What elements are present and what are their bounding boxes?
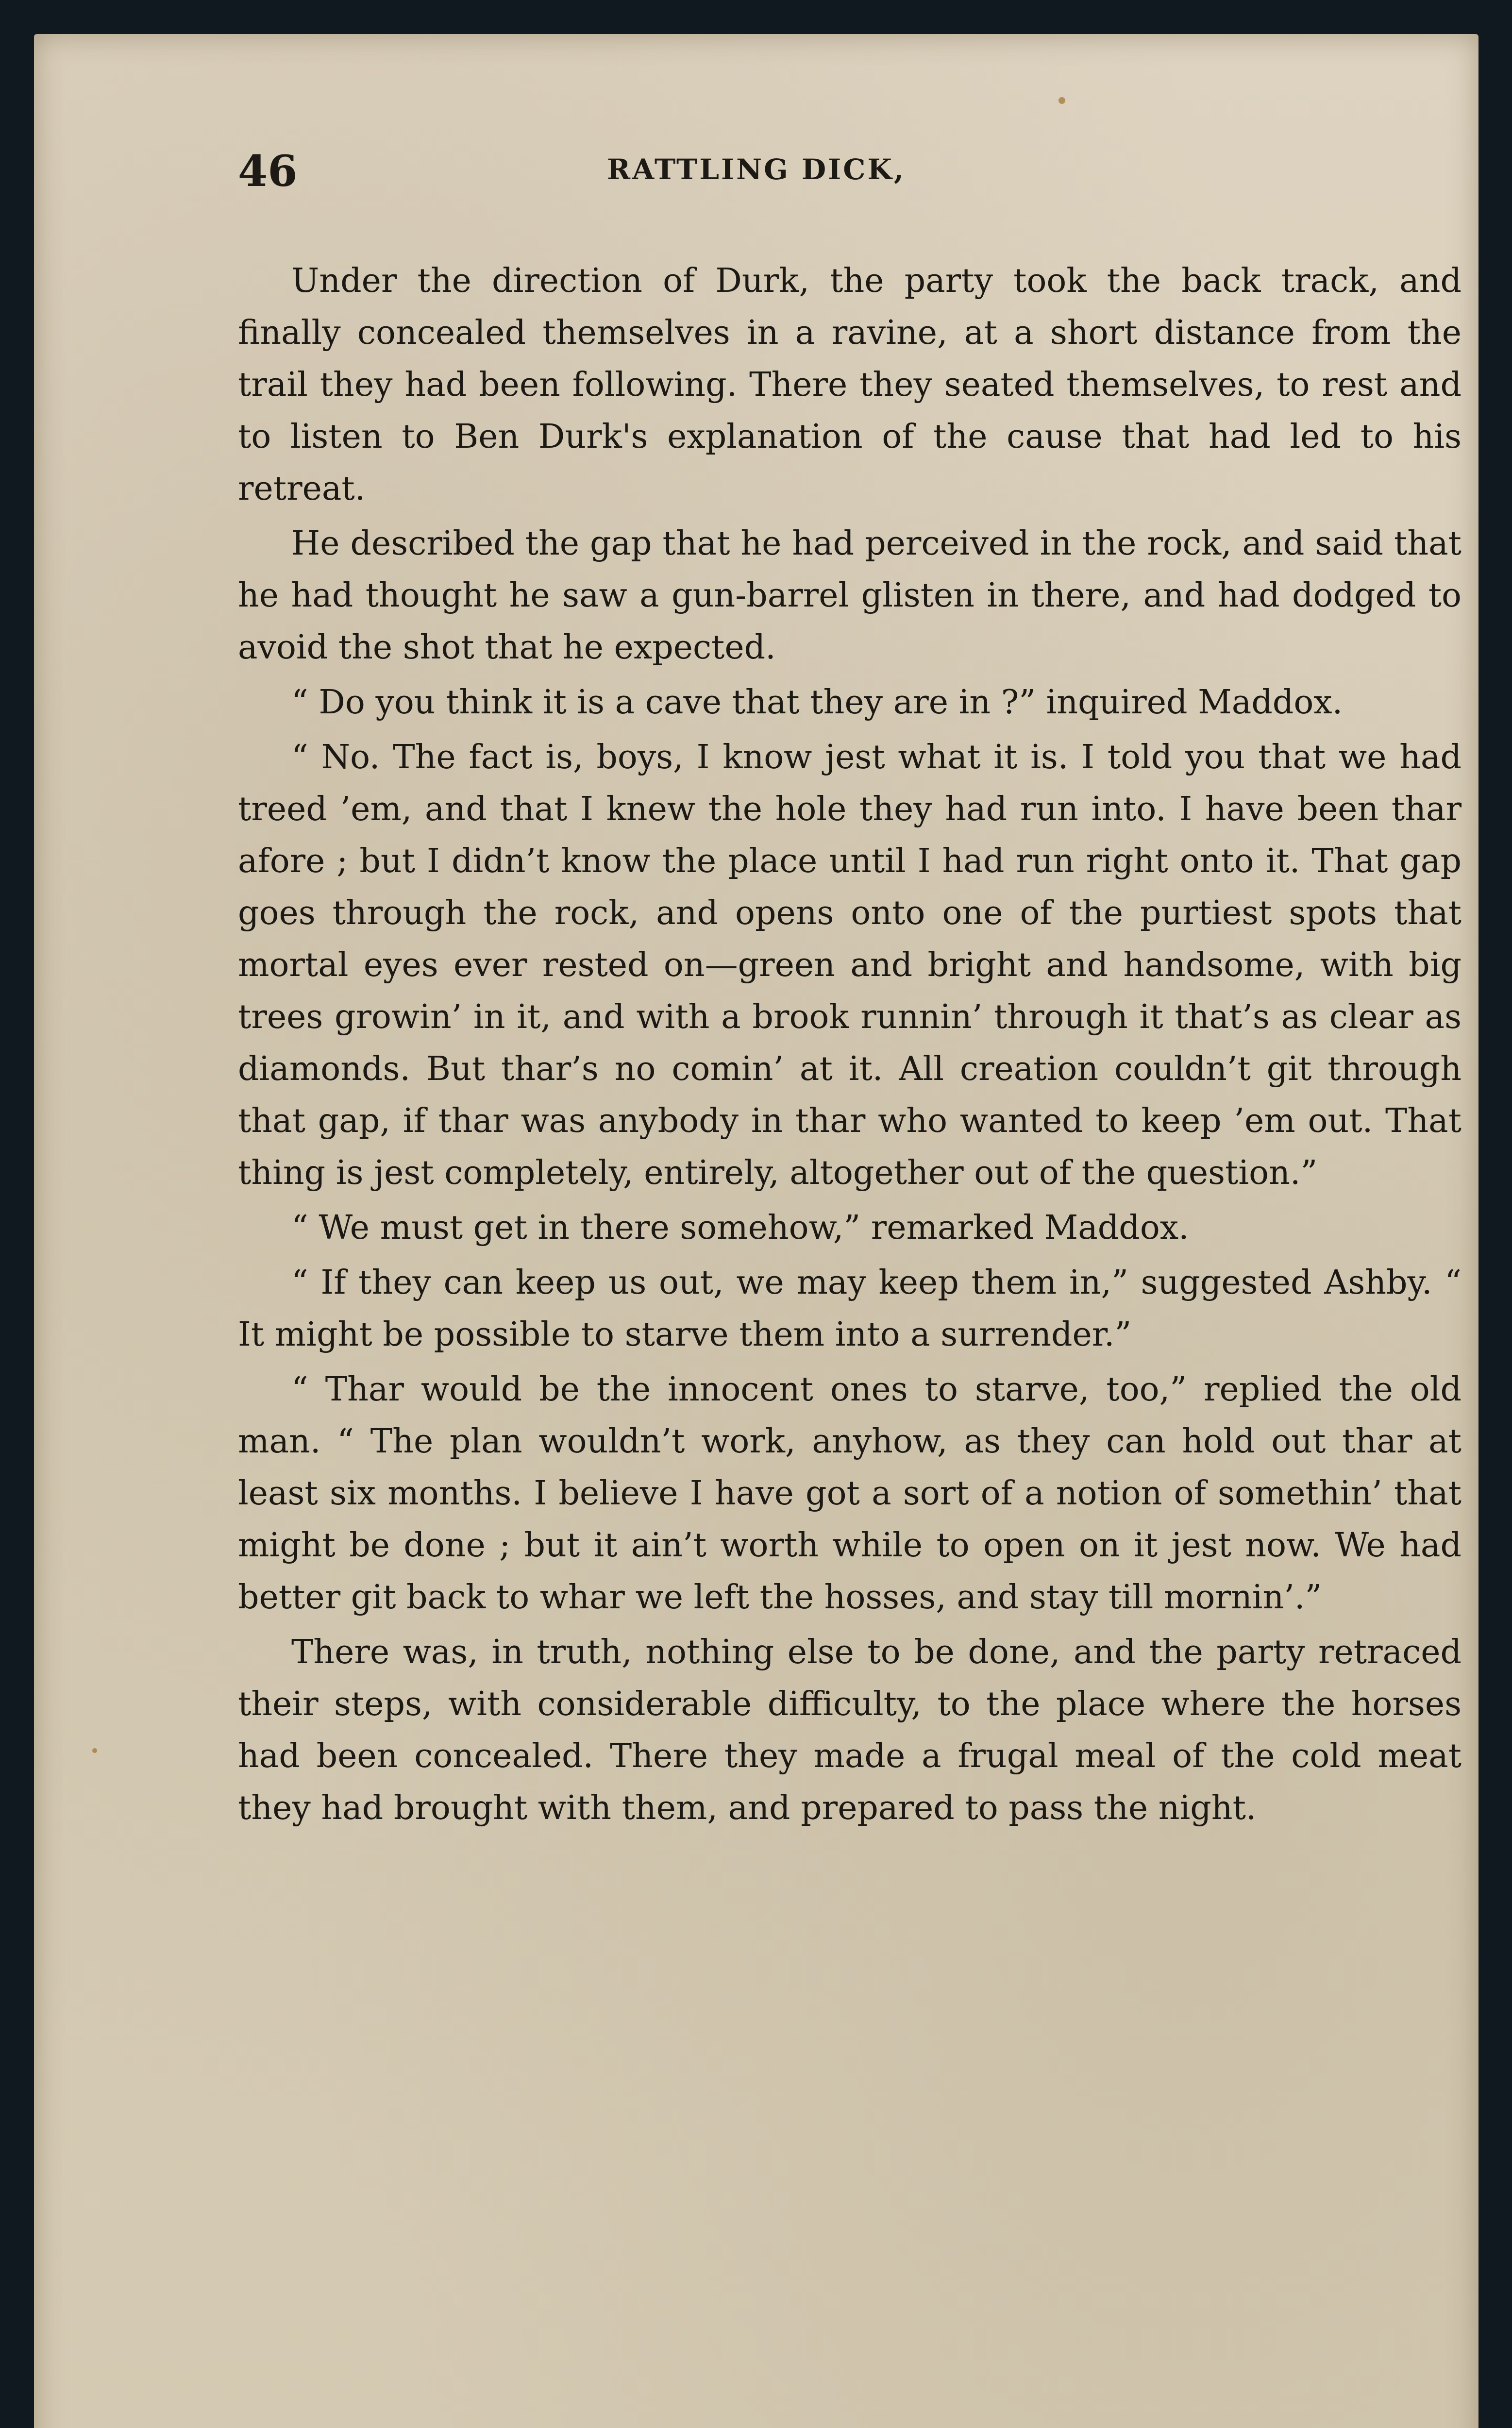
book-page xyxy=(34,34,1478,2428)
running-head: RATTLING DICK, xyxy=(606,153,906,186)
paper-speck xyxy=(1058,97,1065,104)
page-number: 46 xyxy=(238,146,298,196)
paragraph: “ If they can keep us out, we may keep them in,” suggested Ashby. “ It might be possible to starve them into a surrender.” xyxy=(238,1264,1462,1354)
paragraph: “ No. The fact is, boys, I know jest what it is. I told you that we had treed ’em, and that I knew the hole they had run into. I have been thar afore ; but I didn’t know the place until I had run right onto it. That gap goes through the rock, and opens onto one of the purtiest spots that mortal eyes ever rested on—green and bright and handsome, with big trees growin’ in it, and with a brook runnin’ through it that’s as clear as diamonds. But thar’s no comin’ at it. All creation couldn’t git through that gap, if thar was anybody in thar who wanted to keep ’em out. That thing is jest completely, entirely, altogether out of the question.” xyxy=(238,738,1462,1192)
paragraph: He described the gap that he had perceived in the rock, and said that he had thought he saw a gun-barrel glisten in there, and had dodged to avoid the shot that he expected. xyxy=(238,524,1462,667)
paragraph: “ Do you think it is a cave that they are in ?” inquired Maddox. xyxy=(291,683,1343,722)
paragraph: “ We must get in there somehow,” remarked Maddox. xyxy=(291,1209,1189,1247)
paper-speck xyxy=(92,1748,97,1753)
paragraph: There was, in truth, nothing else to be done, and the party retraced their steps, with considerable difficulty, to the place where the horses had been concealed. There they made a frugal meal of the cold meat they had brought with them, and prepared to pass the night. xyxy=(238,1633,1462,1827)
body-text xyxy=(238,255,1462,1834)
paragraph: Under the direction of Durk, the party took the back track, and finally concealed themselves in a ravine, at a short distance from the trail they had been following. There they seated themselves, to rest and to listen to Ben Durk's explanation of the cause that had led to his retreat. xyxy=(238,262,1462,508)
paragraph: “ Thar would be the innocent ones to starve, too,” replied the old man. “ The plan wouldn’t work, anyhow, as they can hold out thar at least six months. I believe I have got a sort of a notion of somethin’ that might be done ; but it ain’t worth while to open on it jest now. We had better git back to whar we left the hosses, and stay till mornin’.” xyxy=(238,1370,1462,1617)
